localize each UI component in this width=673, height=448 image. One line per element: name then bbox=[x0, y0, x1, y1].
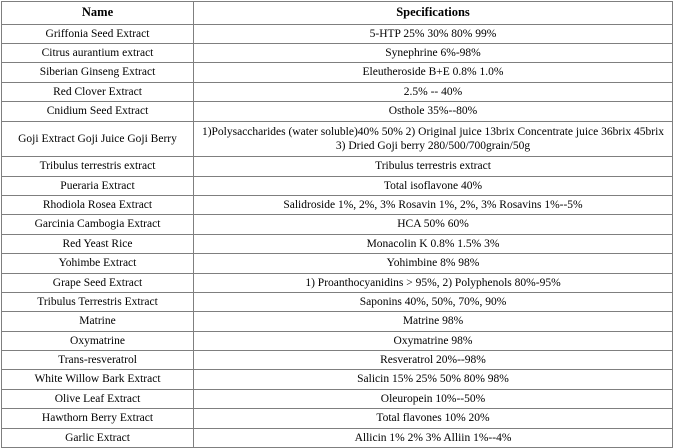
cell-name: White Willow Bark Extract bbox=[2, 370, 194, 389]
cell-name: Yohimbe Extract bbox=[2, 254, 194, 273]
table-row bbox=[2, 102, 673, 121]
table-row bbox=[2, 157, 673, 176]
table-row bbox=[2, 63, 673, 82]
cell-specification: Saponins 40%, 50%, 70%, 90% bbox=[194, 292, 673, 311]
cell-name: Rhodiola Rosea Extract bbox=[2, 196, 194, 215]
table-row bbox=[2, 176, 673, 195]
cell-specification: Salidroside 1%, 2%, 3% Rosavin 1%, 2%, 3% Rosavins 1%--5% bbox=[194, 196, 673, 215]
table-row bbox=[2, 428, 673, 447]
cell-specification: HCA 50% 60% bbox=[194, 215, 673, 234]
table-row bbox=[2, 409, 673, 428]
cell-name: Pueraria Extract bbox=[2, 176, 194, 195]
cell-name: Garlic Extract bbox=[2, 428, 194, 447]
table-row bbox=[2, 82, 673, 101]
table-row bbox=[2, 331, 673, 350]
table-row bbox=[2, 215, 673, 234]
cell-specification: Matrine 98% bbox=[194, 312, 673, 331]
specifications-table-container bbox=[0, 1, 673, 448]
cell-specification: Total isoflavone 40% bbox=[194, 176, 673, 195]
column-header-specifications: Specifications bbox=[194, 2, 673, 25]
cell-specification: Resveratrol 20%--98% bbox=[194, 351, 673, 370]
cell-specification: 5-HTP 25% 30% 80% 99% bbox=[194, 24, 673, 43]
cell-name: Citrus aurantium extract bbox=[2, 44, 194, 63]
cell-name: Griffonia Seed Extract bbox=[2, 24, 194, 43]
table-row bbox=[2, 273, 673, 292]
table-row bbox=[2, 196, 673, 215]
column-header-name: Name bbox=[2, 2, 194, 25]
cell-name: Trans-resveratrol bbox=[2, 351, 194, 370]
table-row bbox=[2, 312, 673, 331]
cell-name: Goji Extract Goji Juice Goji Berry bbox=[2, 121, 194, 157]
cell-name: Matrine bbox=[2, 312, 194, 331]
table-body bbox=[2, 24, 673, 447]
cell-specification: Allicin 1% 2% 3% Alliin 1%--4% bbox=[194, 428, 673, 447]
specifications-table bbox=[1, 1, 673, 448]
cell-name: Red Yeast Rice bbox=[2, 234, 194, 253]
cell-specification: Total flavones 10% 20% bbox=[194, 409, 673, 428]
cell-name: Red Clover Extract bbox=[2, 82, 194, 101]
table-row bbox=[2, 44, 673, 63]
cell-specification: 1)Polysaccharides (water soluble)40% 50% 2) Original juice 13brix Concentrate juice 36brix 45brix 3) Dried Goji berry 280/500/700grain/50g bbox=[194, 121, 673, 157]
cell-specification: 2.5% -- 40% bbox=[194, 82, 673, 101]
cell-name: Siberian Ginseng Extract bbox=[2, 63, 194, 82]
cell-name: Tribulus Terrestris Extract bbox=[2, 292, 194, 311]
table-header-row bbox=[2, 2, 673, 25]
table-row bbox=[2, 292, 673, 311]
table-row bbox=[2, 389, 673, 408]
cell-specification: Salicin 15% 25% 50% 80% 98% bbox=[194, 370, 673, 389]
cell-specification: Oleuropein 10%--50% bbox=[194, 389, 673, 408]
cell-specification: Osthole 35%--80% bbox=[194, 102, 673, 121]
cell-specification: 1) Proanthocyanidins > 95%, 2) Polyphenols 80%-95% bbox=[194, 273, 673, 292]
table-row bbox=[2, 254, 673, 273]
cell-name: Cnidium Seed Extract bbox=[2, 102, 194, 121]
table-row bbox=[2, 234, 673, 253]
cell-name: Hawthorn Berry Extract bbox=[2, 409, 194, 428]
cell-specification: Monacolin K 0.8% 1.5% 3% bbox=[194, 234, 673, 253]
cell-specification: Oxymatrine 98% bbox=[194, 331, 673, 350]
cell-name: Tribulus terrestris extract bbox=[2, 157, 194, 176]
cell-specification: Eleutheroside B+E 0.8% 1.0% bbox=[194, 63, 673, 82]
cell-name: Grape Seed Extract bbox=[2, 273, 194, 292]
table-row bbox=[2, 24, 673, 43]
cell-specification: Yohimbine 8% 98% bbox=[194, 254, 673, 273]
cell-name: Olive Leaf Extract bbox=[2, 389, 194, 408]
table-row bbox=[2, 121, 673, 157]
cell-specification: Tribulus terrestris extract bbox=[194, 157, 673, 176]
table-row bbox=[2, 370, 673, 389]
cell-name: Garcinia Cambogia Extract bbox=[2, 215, 194, 234]
cell-specification: Synephrine 6%-98% bbox=[194, 44, 673, 63]
cell-name: Oxymatrine bbox=[2, 331, 194, 350]
table-row bbox=[2, 351, 673, 370]
